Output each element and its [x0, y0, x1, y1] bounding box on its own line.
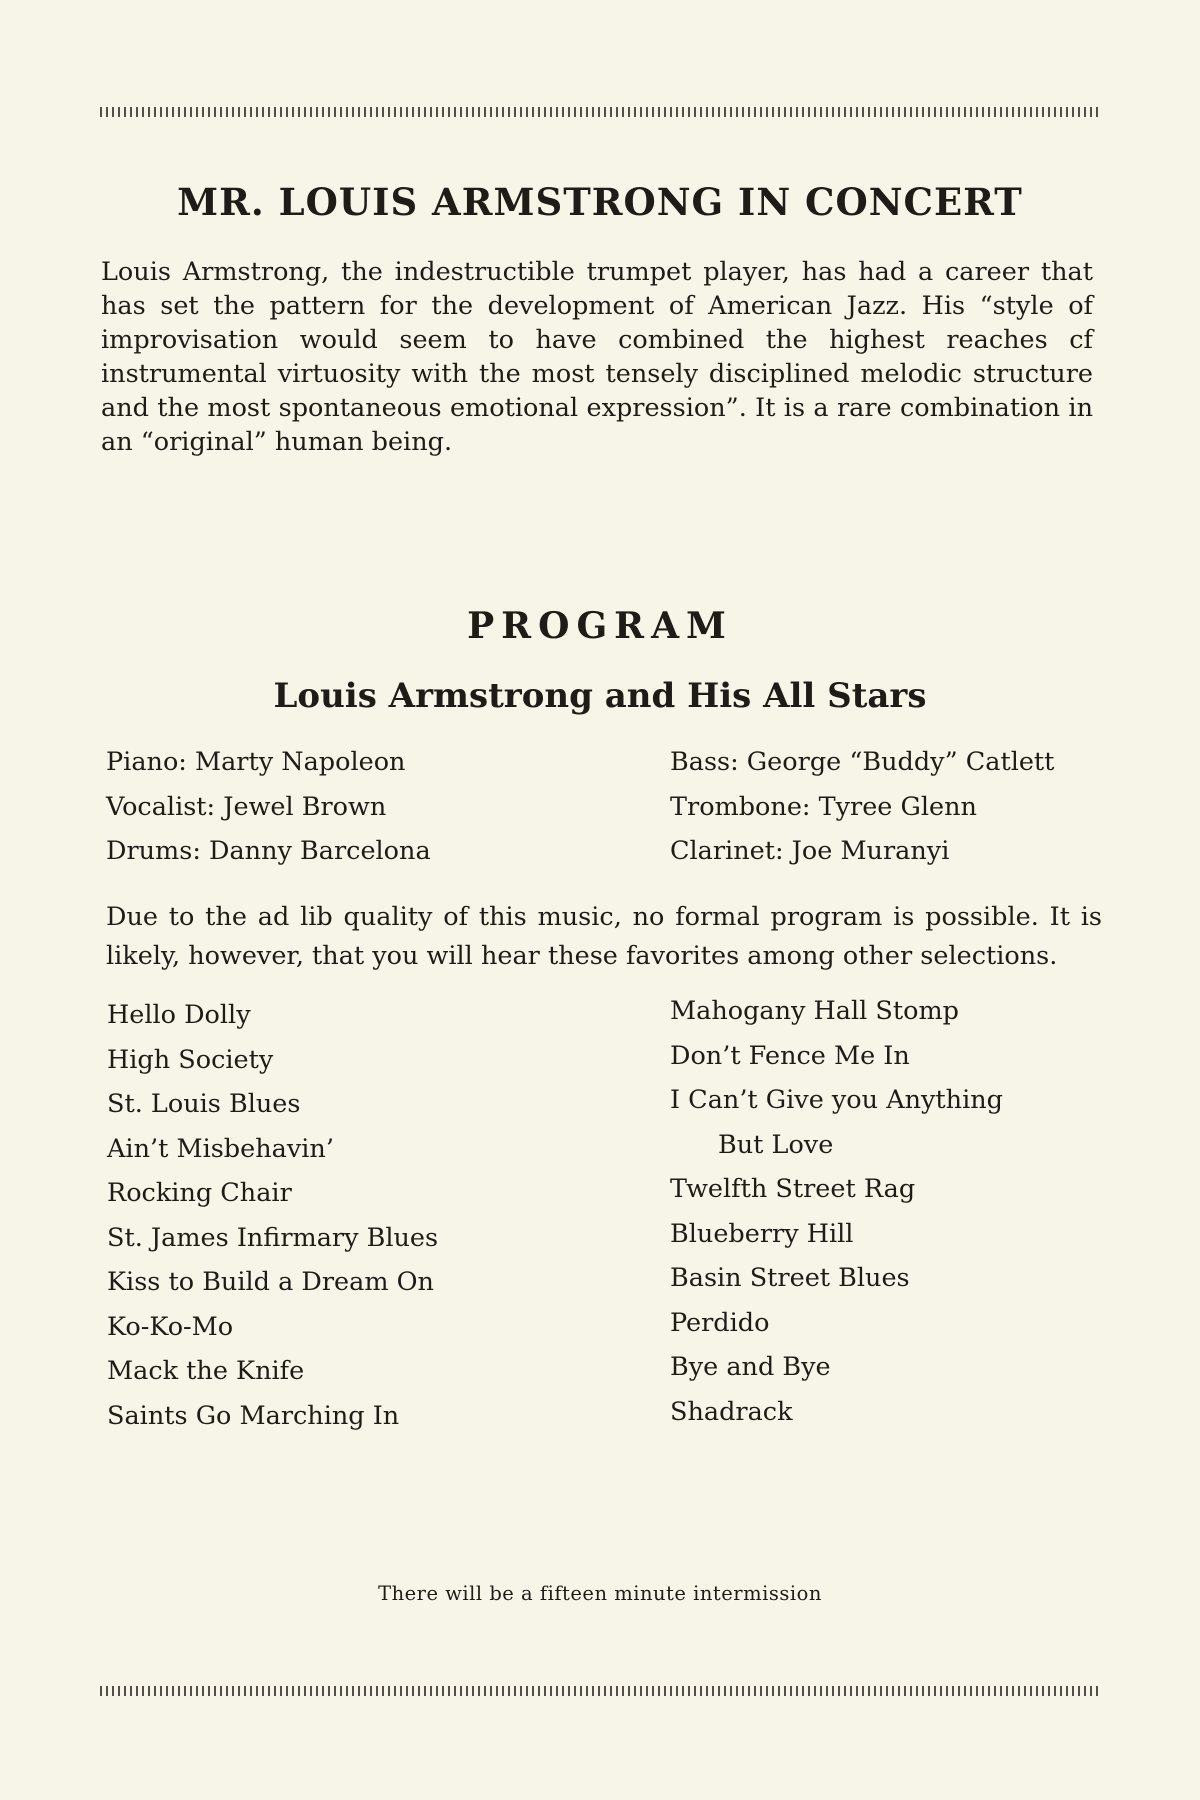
song-item: High Society [107, 1044, 274, 1075]
song-item: Ko-Ko-Mo [107, 1311, 234, 1342]
top-decorative-rule [100, 107, 1100, 117]
song-item: I Can’t Give you Anything [670, 1085, 1004, 1115]
song-item: Shadrack [670, 1396, 793, 1427]
song-item: Saints Go Marching In [107, 1400, 400, 1431]
musician-item: Bass: George “Buddy” Catlett [670, 747, 1055, 777]
song-item-continuation: But Love [718, 1129, 834, 1160]
musicians-left-column [106, 747, 431, 881]
musician-item: Piano: Marty Napoleon [106, 747, 406, 777]
musician-item: Drums: Danny Barcelona [106, 836, 431, 866]
songs-right-column [670, 996, 1003, 1441]
song-item: Mack the Knife [107, 1356, 305, 1386]
song-item: Kiss to Build a Dream On [107, 1267, 434, 1297]
song-item: Don’t Fence Me In [670, 1040, 910, 1071]
song-item: St. James Infirmary Blues [107, 1222, 439, 1253]
band-name: Louis Armstrong and His All Stars [273, 676, 927, 716]
song-item: St. Louis Blues [107, 1089, 301, 1119]
concert-title: MR. LOUIS ARMSTRONG IN CONCERT [177, 180, 1023, 224]
songs-left-column [107, 1000, 438, 1445]
song-item: Hello Dolly [107, 1000, 251, 1030]
song-item: Blueberry Hill [670, 1218, 854, 1249]
program-note: Due to the ad lib quality of this music, no formal program is possible. It is likely, however, that you will hear these favorites among other selections. [106, 902, 1102, 971]
program-heading: PROGRAM [467, 605, 733, 647]
intro-paragraph: Louis Armstrong, the indestructible trumpet player, has had a career that has set the pattern for the development of American Jazz. His “style of improvisation would seem to have combined the highest reaches cf instrumental virtuosity with the most tensely disciplined melodic structure and the most spontaneous emotional expression”. It is a rare combination in an “original” human being. [101, 257, 1093, 457]
intermission-note: There will be a fifteen minute intermission [378, 1582, 822, 1605]
song-item: Perdido [670, 1307, 770, 1338]
musician-item: Vocalist: Jewel Brown [106, 791, 387, 822]
musician-item: Clarinet: Joe Muranyi [670, 836, 950, 866]
musicians-right-column [670, 747, 1054, 881]
song-item: Ain’t Misbehavin’ [107, 1133, 334, 1164]
song-item: Bye and Bye [670, 1352, 831, 1382]
bottom-decorative-rule [100, 1686, 1100, 1696]
song-item: Basin Street Blues [670, 1263, 910, 1293]
song-item: Mahogany Hall Stomp [670, 996, 959, 1026]
song-item: Rocking Chair [107, 1178, 292, 1208]
musician-item: Trombone: Tyree Glenn [670, 791, 977, 822]
song-item: Twelfth Street Rag [670, 1174, 916, 1204]
